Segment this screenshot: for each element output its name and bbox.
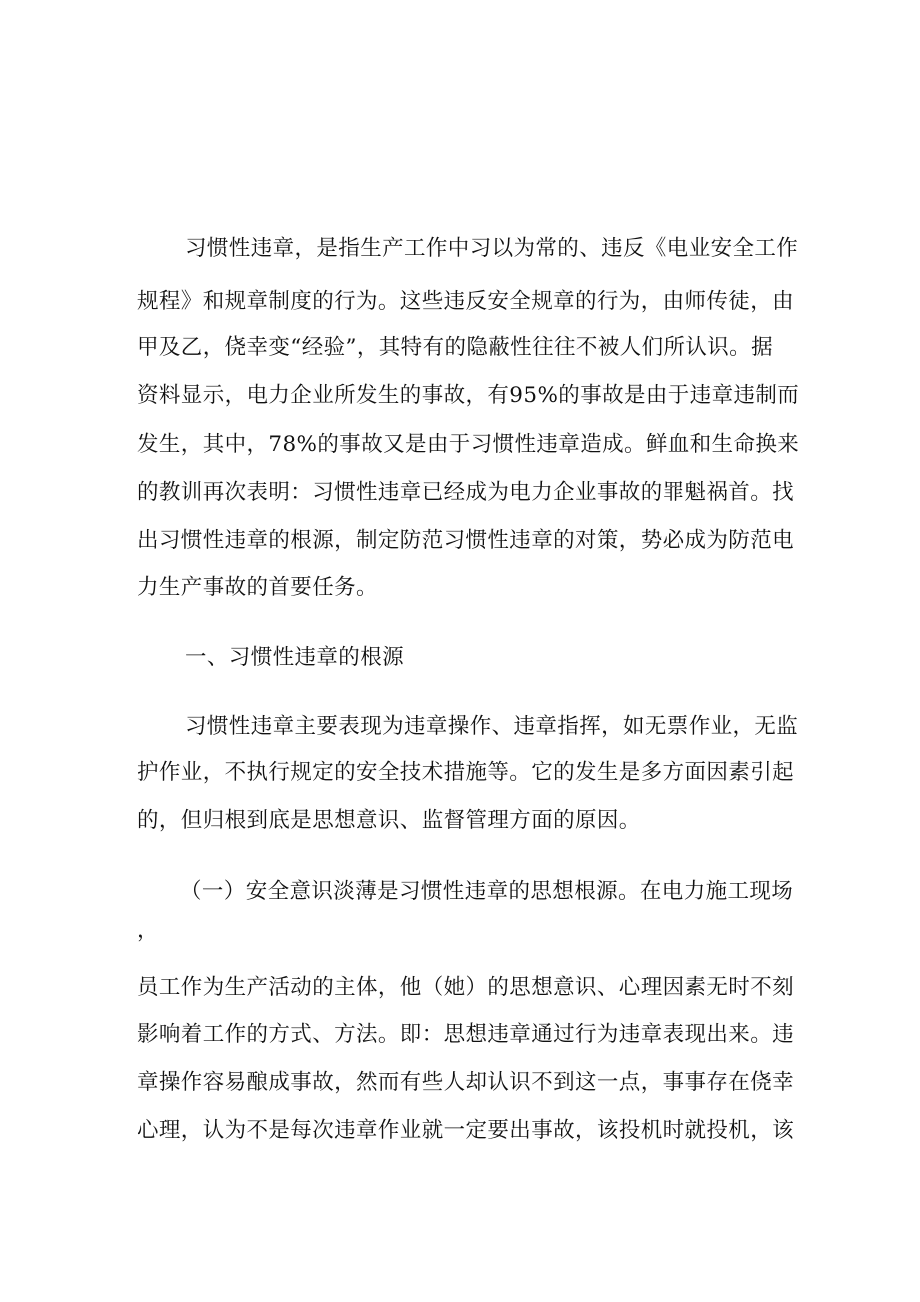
paragraph-line: 影响着工作的方式、方法。即：思想违章通过行为违章表现出来。违 <box>137 1022 795 1047</box>
paragraph-line: ， <box>137 918 159 943</box>
section-heading: 一、习惯性违章的根源 <box>185 645 405 670</box>
paragraph-line: 习惯性违章主要表现为违章操作、违章指挥，如无票作业，无监 <box>185 714 799 739</box>
paragraph-line: （一）安全意识淡薄是习惯性违章的思想根源。在电力施工现场 <box>180 879 794 904</box>
paragraph-line: 甲及乙，侥幸变“经验”，其特有的隐蔽性往往不被人们所认识。据 <box>137 335 773 360</box>
paragraph-line: 习惯性违章，是指生产工作中习以为常的、违反《电业安全工作 <box>185 236 799 261</box>
paragraph-line: 力生产事故的首要任务。 <box>137 575 378 600</box>
paragraph-line: 员工作为生产活动的主体，他（她）的思想意识、心理因素无时不刻 <box>137 975 795 1000</box>
paragraph-line: 章操作容易酿成事故，然而有些人却认识不到这一点，事事存在侥幸 <box>137 1070 795 1095</box>
paragraph-line: 出习惯性违章的根源，制定防范习惯性违章的对策，势必成为防范电 <box>137 528 795 553</box>
paragraph-line: 发生，其中，78%的事故又是由于习惯性违章造成。鲜血和生命换来 <box>137 432 800 457</box>
paragraph-line: 的，但归根到底是思想意识、监督管理方面的原因。 <box>137 808 641 833</box>
paragraph-line: 资料显示，电力企业所发生的事故，有95%的事故是由于违章违制而 <box>137 383 800 408</box>
paragraph-line: 的教训再次表明：习惯性违章已经成为电力企业事故的罪魁祸首。找 <box>137 480 795 505</box>
paragraph-line: 规程》和规章制度的行为。这些违反安全规章的行为，由师传徒，由 <box>137 289 795 314</box>
paragraph-line: 心理，认为不是每次违章作业就一定要出事故，该投机时就投机，该 <box>137 1118 795 1143</box>
paragraph-line: 护作业，不执行规定的安全技术措施等。它的发生是多方面因素引起 <box>137 760 795 785</box>
